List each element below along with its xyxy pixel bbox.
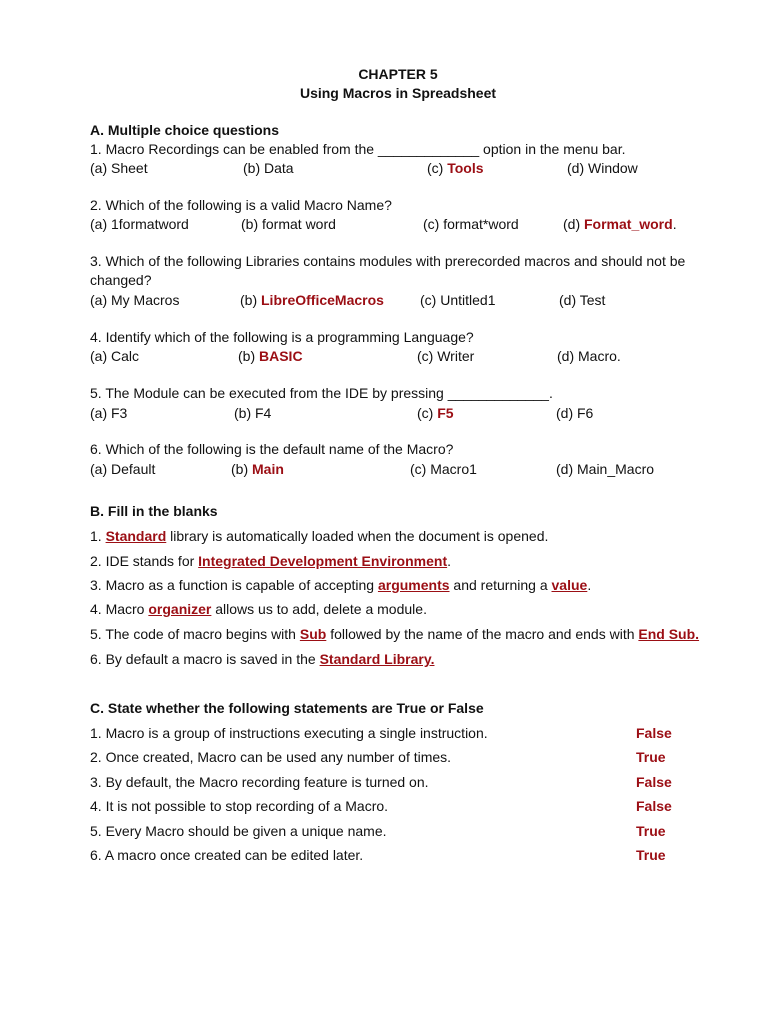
option-prefix: (a) — [90, 216, 111, 232]
answer-option — [556, 404, 593, 423]
blank-answer: Standard Library. — [319, 651, 435, 667]
answer-option — [417, 404, 454, 423]
answer-option — [240, 291, 384, 310]
question-text: 5. The Module can be executed from the IDE by pressing _____________. — [90, 385, 553, 401]
answer-option — [557, 347, 621, 366]
statement-text: library is automatically loaded when the document is opened. — [166, 528, 549, 544]
option-suffix: . — [672, 216, 677, 232]
blank-answer: End Sub. — [638, 626, 700, 642]
option-prefix: (d) — [559, 292, 580, 308]
option-prefix: (c) — [423, 216, 444, 232]
fill-blank-item — [90, 527, 548, 546]
option-prefix: (b) — [243, 160, 264, 176]
option-text: Sheet — [111, 160, 148, 176]
correct-answer: Tools — [447, 160, 484, 176]
chapter-title: CHAPTER 5 — [358, 66, 438, 82]
section-c-heading: C. State whether the following statements are True or False — [90, 700, 484, 716]
tf-statement: 5. Every Macro should be given a unique name. — [90, 823, 387, 839]
question-text: 2. Which of the following is a valid Macro Name? — [90, 197, 392, 213]
fill-blank-item — [90, 552, 451, 571]
question-text: 3. Which of the following Libraries contains modules with prerecorded macros and should not be changed? — [90, 253, 686, 288]
option-text: F3 — [111, 405, 128, 421]
answer-option — [420, 291, 495, 310]
statement-text: 4. Macro — [90, 601, 149, 617]
option-text: Main_Macro — [577, 461, 655, 477]
option-prefix: (b) — [241, 216, 262, 232]
answer-option — [234, 404, 271, 423]
tf-answer: False — [636, 774, 672, 790]
answer-option — [410, 460, 477, 479]
answer-option — [90, 159, 148, 178]
answer-option — [90, 404, 127, 423]
correct-answer: BASIC — [259, 348, 303, 364]
answer-option — [238, 347, 303, 366]
option-prefix: (c) — [410, 461, 431, 477]
option-prefix: (d) — [563, 216, 584, 232]
blank-answer: arguments — [377, 577, 450, 593]
correct-answer: F5 — [437, 405, 454, 421]
option-text: My Macros — [111, 292, 180, 308]
option-prefix: (b) — [238, 348, 259, 364]
answer-option — [90, 460, 155, 479]
option-prefix: (b) — [234, 405, 255, 421]
tf-statement: 6. A macro once created can be edited later. — [90, 847, 364, 863]
option-prefix: (a) — [90, 348, 111, 364]
option-prefix: (a) — [90, 461, 111, 477]
answer-option — [231, 460, 284, 479]
option-text: Writer — [437, 348, 475, 364]
option-prefix: (b) — [231, 461, 252, 477]
answer-option — [90, 347, 139, 366]
statement-text: 5. The code of macro begins with — [90, 626, 300, 642]
option-text: format word — [262, 216, 336, 232]
tf-statement: 2. Once created, Macro can be used any number of times. — [90, 749, 452, 765]
section-b-heading: B. Fill in the blanks — [90, 503, 218, 519]
blank-answer: organizer — [148, 601, 212, 617]
tf-answer: False — [636, 798, 672, 814]
option-prefix: (b) — [240, 292, 261, 308]
answer-option — [427, 159, 484, 178]
option-prefix: (a) — [90, 292, 111, 308]
answer-option — [417, 347, 474, 366]
correct-answer: Format_word — [584, 216, 673, 232]
option-prefix: (d) — [556, 405, 577, 421]
option-prefix: (a) — [90, 405, 111, 421]
option-text: Data — [264, 160, 294, 176]
option-prefix: (c) — [417, 405, 438, 421]
answer-option — [243, 159, 294, 178]
option-text: Calc — [111, 348, 140, 364]
answer-option — [90, 215, 189, 234]
question-text: 6. Which of the following is the default name of the Macro? — [90, 441, 454, 457]
fill-blank-item — [90, 650, 434, 669]
blank-answer: Integrated Development Environment — [198, 553, 448, 569]
section-a-heading: A. Multiple choice questions — [90, 122, 280, 138]
tf-statement: 1. Macro is a group of instructions executing a single instruction. — [90, 725, 488, 741]
option-text: format*word — [443, 216, 519, 232]
answer-option — [241, 215, 336, 234]
tf-answer: True — [636, 749, 666, 765]
statement-text: followed by the name of the macro and ends with — [326, 626, 639, 642]
option-prefix: (a) — [90, 160, 111, 176]
option-text: Window — [588, 160, 638, 176]
statement-text: 6. By default a macro is saved in the — [90, 651, 320, 667]
option-prefix: (c) — [427, 160, 448, 176]
answer-option — [90, 291, 179, 310]
blank-answer: Standard — [105, 528, 167, 544]
statement-text: . — [447, 553, 451, 569]
question-text: 4. Identify which of the following is a programming Language? — [90, 329, 474, 345]
chapter-subtitle: Using Macros in Spreadsheet — [299, 85, 497, 101]
statement-text: 1. — [90, 528, 106, 544]
option-text: 1formatword — [111, 216, 189, 232]
option-text: Macro1 — [430, 461, 477, 477]
statement-text: allows us to add, delete a module. — [211, 601, 427, 617]
answer-option — [559, 291, 605, 310]
statement-text: and returning a — [449, 577, 552, 593]
option-text: F6 — [577, 405, 594, 421]
option-prefix: (c) — [420, 292, 441, 308]
option-prefix: (d) — [567, 160, 588, 176]
option-text: Macro. — [578, 348, 621, 364]
tf-answer: False — [636, 725, 672, 741]
blank-answer: value — [551, 577, 588, 593]
tf-statement: 3. By default, the Macro recording feature is turned on. — [90, 774, 429, 790]
answer-option — [567, 159, 638, 178]
option-text: Default — [111, 461, 156, 477]
option-prefix: (d) — [556, 461, 577, 477]
answer-option — [556, 460, 654, 479]
tf-statement: 4. It is not possible to stop recording of a Macro. — [90, 798, 389, 814]
fill-blank-item — [90, 600, 427, 619]
option-text: Test — [579, 292, 606, 308]
correct-answer: LibreOfficeMacros — [261, 292, 384, 308]
fill-blank-item — [90, 625, 699, 644]
blank-answer: Sub — [299, 626, 327, 642]
tf-answer: True — [636, 823, 666, 839]
statement-text: 3. Macro as a function is capable of accepting — [90, 577, 378, 593]
option-prefix: (c) — [417, 348, 438, 364]
answer-option — [423, 215, 519, 234]
correct-answer: Main — [252, 461, 284, 477]
statement-text: 2. IDE stands for — [90, 553, 199, 569]
option-prefix: (d) — [557, 348, 578, 364]
statement-text: . — [587, 577, 592, 593]
answer-option — [563, 215, 677, 234]
option-text: Untitled1 — [440, 292, 496, 308]
question-text: 1. Macro Recordings can be enabled from the _____________ option in the menu bar. — [90, 141, 626, 157]
tf-answer: True — [636, 847, 666, 863]
option-text: F4 — [255, 405, 272, 421]
fill-blank-item — [90, 576, 591, 595]
